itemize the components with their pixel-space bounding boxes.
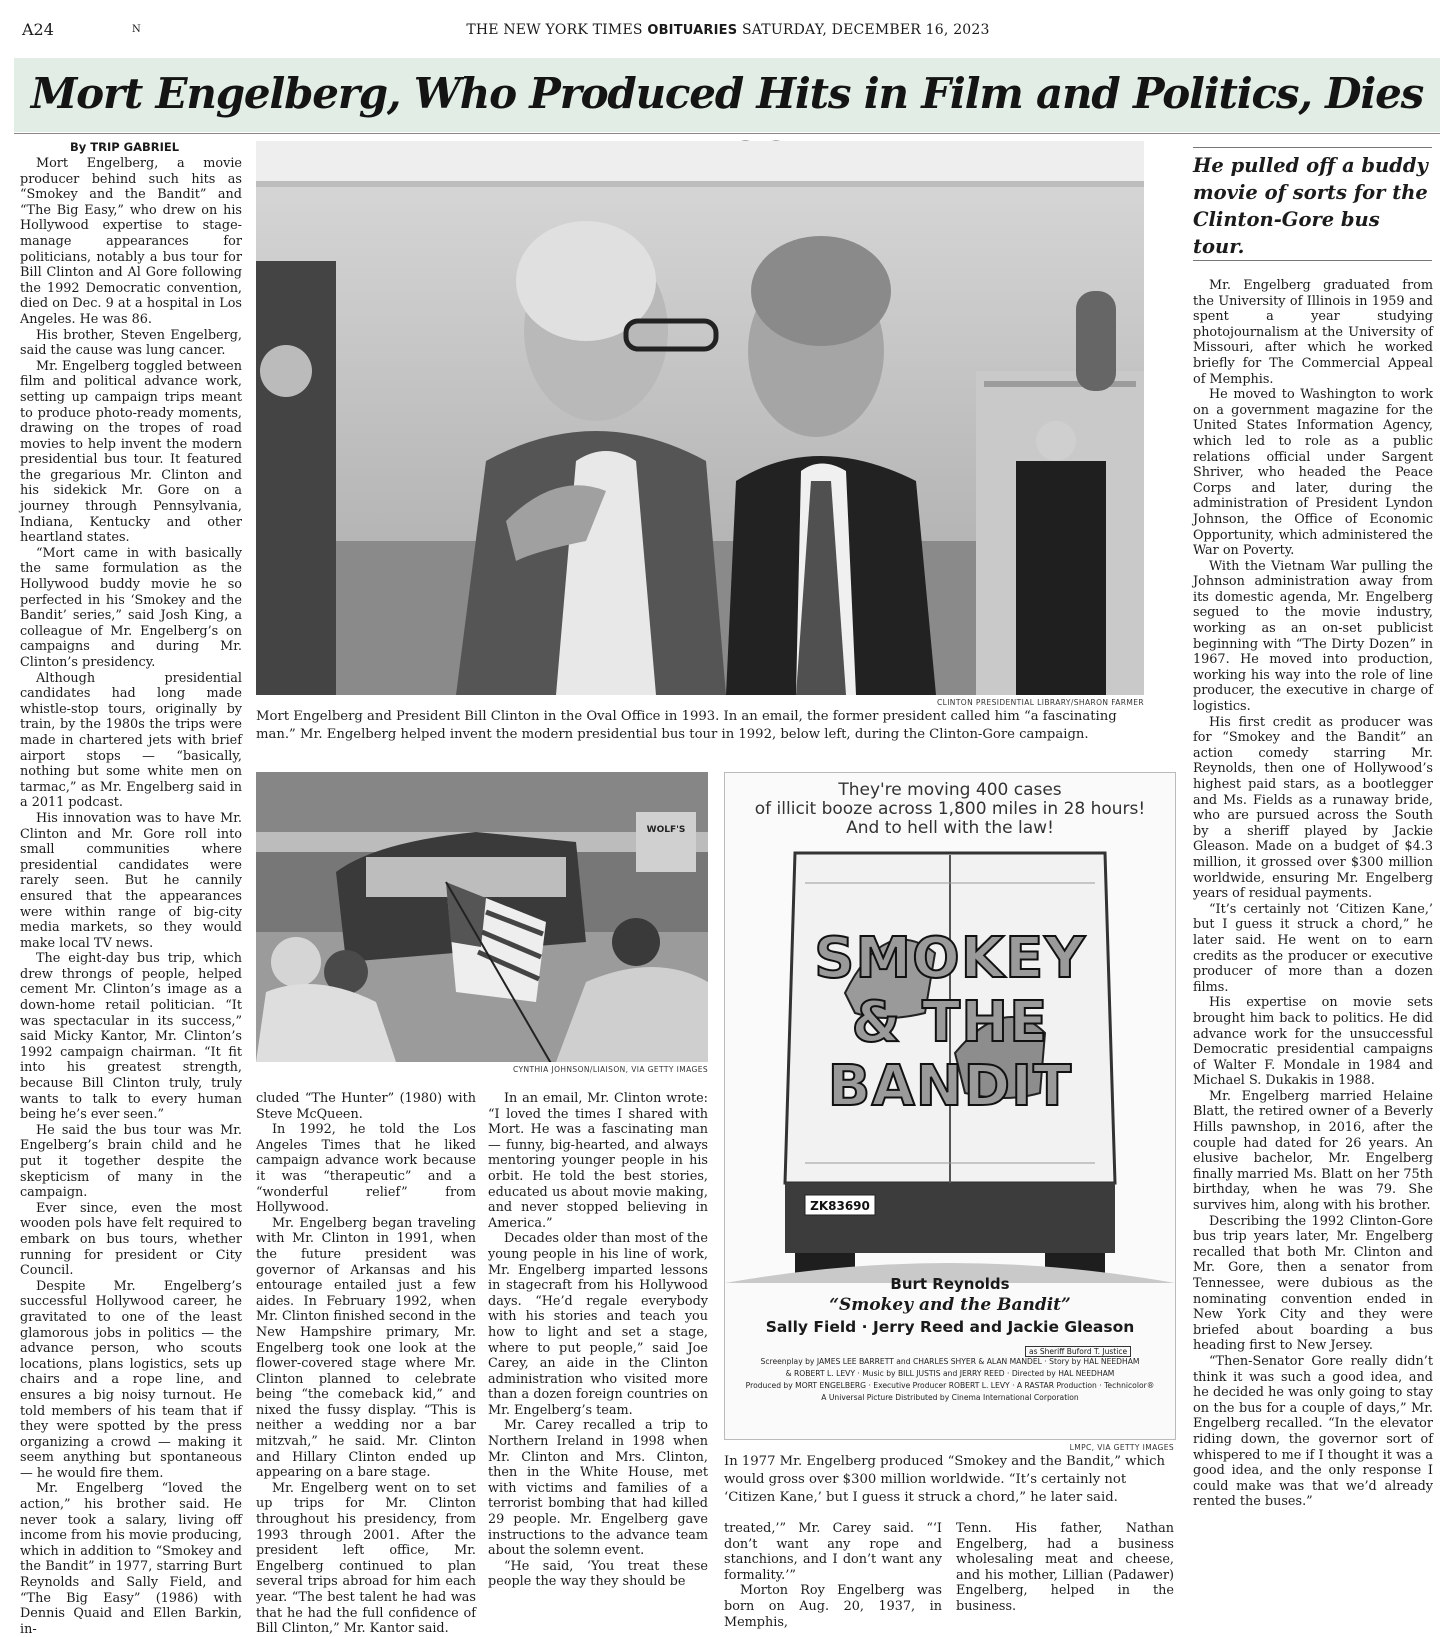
paragraph: His brother, Steven Engelberg, said the cause was lung cancer. (20, 327, 242, 359)
movie-poster (724, 772, 1176, 1440)
poster-title-3: BANDIT (827, 1054, 1073, 1119)
poster-credits-3: Produced by MORT ENGELBERG · Executive Producer ROBERT L. LEVY · A RASTAR Production · Technicolor® (745, 1381, 1155, 1390)
paragraph: In an email, Mr. Clinton wrote: “I loved the times I shared with Mort. He was a fascinating man — funny, big-hearted, and always mentoring younger people in his orbit. He told the best stories, educated us about movie making, and never stopped believing in America.” (488, 1091, 708, 1231)
poster-tagline-2: of illicit booze across 1,800 miles in 28 hours! (754, 799, 1146, 819)
paragraph: “He said, ‘You treat these people the way they should be (488, 1558, 708, 1590)
masthead (0, 22, 1456, 38)
pullquote-rule-bottom (1193, 260, 1432, 261)
edition-marker: N (132, 24, 141, 35)
headline: Mort Engelberg, Who Produced Hits in Film and Politics, Dies (30, 69, 1424, 118)
headline-rule (14, 133, 1440, 134)
poster-justice-label: as Sheriff Buford T. Justice (1025, 1346, 1131, 1357)
paragraph: Morton Roy Engelberg was born on Aug. 20, 1937, in Memphis, (724, 1583, 942, 1630)
pullquote-rule-top (1193, 147, 1432, 148)
article-column-4 (724, 1521, 942, 1630)
poster-license-plate: ZK83690 (810, 1199, 870, 1213)
paragraph: Although presidential candidates had long made whistle-stop tours, originally by train, by the 1980s the trips were made in chartered jets with brief airport stops — “basically, nothing but some white men on tarmac,” as Mr. Engelberg said in a 2011 podcast. (20, 670, 242, 811)
paragraph: Mr. Engelberg toggled between film and political advance work, setting up campaign trips meant to produce photo-ready moments, drawing on the tropes of road movies to help invent the modern presidential bus tour. It featured the gregarious Mr. Clinton and his sidekick Mr. Gore on a journey through Pennsylvania, Indiana, Kentucky and other heartland states. (20, 358, 242, 546)
paragraph: Ever since, even the most wooden pols have felt required to embark on bus tours, whether running for president or City Council. (20, 1200, 242, 1279)
bus-photo-credit: CYNTHIA JOHNSON/LIAISON, VIA GETTY IMAGES (513, 1065, 708, 1074)
main-photo (256, 141, 1144, 695)
poster-caption: In 1977 Mr. Engelberg produced “Smokey and the Bandit,” which would gross over $300 million worldwide. “It’s certainly not ‘Citizen Kane,’ but I guess it struck a chord,” he later said. (724, 1454, 1166, 1505)
poster-credits-1: Screenplay by JAMES LEE BARRETT and CHARLES SHYER & ALAN MANDEL · Story by HAL NEEDHAM (760, 1357, 1140, 1366)
pullquote: He pulled off a buddy movie of sorts for the Clinton-Gore bus tour. (1193, 154, 1428, 258)
main-photo-caption: Mort Engelberg and President Bill Clinton in the Oval Office in 1993. In an email, the former president called him “a fascinating man.” Mr. Engelberg helped invent the modern presidential bus tour in 1992, below left, during the Clinton-Gore campaign. (256, 709, 1117, 742)
poster-tagline-3: And to hell with the law! (846, 818, 1054, 838)
main-photo-credit: CLINTON PRESIDENTIAL LIBRARY/SHARON FARMER (936, 698, 1144, 707)
bus-tour-photo (256, 772, 708, 1062)
paragraph: Mr. Engelberg married Helaine Blatt, the retired owner of a Beverly Hills pawnshop, in 2016, after the couple had dated for 26 years. An elusive bachelor, Mr. Engelberg finally married Ms. Blatt on her 75th birthday, when he was 79. She survives him, along with his brother. (1193, 1088, 1433, 1214)
paragraph: Mr. Engelberg “loved the action,” his brother said. He never took a salary, living off income from his movie producing, which in addition to “Smokey and the Bandit” in 1977, starring Burt Reynolds and Sally Field, and “The Big Easy” (1986) with Dennis Quaid and Ellen Barkin, in- (20, 1481, 242, 1637)
byline: By TRIP GABRIEL (70, 140, 180, 154)
paragraph: Mort Engelberg, a movie producer behind such hits as “Smokey and the Bandit” and “The Big Easy,” who drew on his Hollywood expertise to stage-manage appearances for politicians, notably a bus tour for Bill Clinton and Al Gore following the 1992 Democratic convention, died on Dec. 9 at a hospital in Los Angeles. He was 86. (20, 156, 242, 327)
paragraph: “It’s certainly not ‘Citizen Kane,’ but I guess it struck a chord,” he later said. He went on to earn credits as the producer or executive producer of more than a dozen films. (1193, 901, 1433, 995)
poster-credits-2: & ROBERT L. LEVY · Music by BILL JUSTIS and JERRY REED · Directed by HAL NEEDHAM (785, 1369, 1115, 1378)
poster-title-2: & THE (851, 990, 1049, 1055)
paragraph: cluded “The Hunter” (1980) with Steve McQueen. (256, 1091, 476, 1122)
poster-credit: LMPC, VIA GETTY IMAGES (1069, 1443, 1174, 1452)
bus-sign-text: WOLF'S (646, 825, 686, 835)
paragraph: Mr. Engelberg began traveling with Mr. Clinton in 1991, when the future president was governor of Arkansas and his entourage entailed just a few aides. In February 1992, when Mr. Clinton finished second in the New Hampshire primary, Mr. Engelberg took one look at the flower-covered stage where Mr. Clinton planned to celebrate being “the comeback kid,” and nixed the fussy display. “This is neither a wedding nor a bar mitzvah,” he said. Mr. Clinton and Hillary Clinton ended up appearing on a bare stage. (256, 1215, 476, 1481)
article-column-3 (488, 1091, 708, 1590)
paragraph: His expertise on movie sets brought him back to politics. He did advance work for the unsuccessful Democratic presidential campaigns of Walter F. Mondale in 1984 and Michael S. Dukakis in 1988. (1193, 995, 1433, 1089)
article-column-2 (256, 1091, 476, 1637)
poster-film-title: “Smokey and the Bandit” (829, 1295, 1071, 1315)
paragraph: treated,’” Mr. Carey said. “‘I don’t want any rope and stanchions, and I don’t want any formality.’” (724, 1521, 942, 1583)
page-number: A24 (22, 20, 54, 39)
poster-title-1: SMOKEY (814, 926, 1086, 991)
paragraph: Despite Mr. Engelberg’s successful Hollywood career, he gravitated to one of the least glamorous jobs in politics — the advance person, who scouts locations, plans logistics, sets up chairs and a rope line, and ensures a big noisy turnout. He told members of his team that if they were spotted by the press organizing a crowd — making it seem anything but spontaneous — he would fire them. (20, 1278, 242, 1481)
paragraph: Decades older than most of the young people in his line of work, Mr. Engelberg imparted lessons in stagecraft from his Hollywood days. “He’d regale everybody with his stories and teach you how to light and set a stage, where to put people,” said Joe Carey, an aide in the Clinton administration who visited more than a dozen foreign countries on Mr. Engelberg’s team. (488, 1231, 708, 1418)
paragraph: He moved to Washington to work on a government magazine for the United States Information Agency, which led to role as a public relations official under Sargent Shriver, who headed the Peace Corps and later, during the administration of President Lyndon Johnson, the Office of Economic Opportunity, which administered the War on Poverty. (1193, 387, 1433, 559)
paragraph: Mr. Engelberg graduated from the University of Illinois in 1959 and spent a year studying photojournalism at the University of Missouri, after which he worked briefly for The Commercial Appeal of Memphis. (1193, 278, 1433, 387)
paragraph: His innovation was to have Mr. Clinton and Mr. Gore roll into small communities where presidential candidates were rarely seen. But he cannily ensured that the appearances were within range of big-city media markets, so they would make local TV news. (20, 810, 242, 951)
paragraph: With the Vietnam War pulling the Johnson administration away from its domestic agenda, Mr. Engelberg segued to the movie industry, working as an on-set publicist beginning with “The Dirty Dozen” in 1967. He moved into production, working his way into the role of line producer, the executive in charge of logistics. (1193, 558, 1433, 715)
paragraph: “Then-Senator Gore really didn’t think it was such a good idea, and he decided he was only going to stay on the bus for a couple of days,” Mr. Engelberg recalled. “In the elevator riding down, the governor sort of whispered to me if I thought it was a good idea, and the only response I could make was that we’d already rented the buses.” (1193, 1353, 1433, 1510)
section-name: OBITUARIES (647, 23, 738, 38)
paragraph: Mr. Carey recalled a trip to Northern Ireland in 1998 when Mr. Clinton and Mrs. Clinton, then in the White House, met with victims and families of a terrorist bombing that had killed 29 people. Mr. Engelberg gave instructions to the advance team about the solemn event. (488, 1418, 708, 1559)
poster-credits-4: A Universal Picture Distributed by Cinema International Corporation (821, 1393, 1079, 1402)
poster-star: Burt Reynolds (890, 1275, 1010, 1293)
article-column-5 (956, 1521, 1174, 1615)
paragraph: Tenn. His father, Nathan Engelberg, had a business wholesaling meat and cheese, and his mother, Lillian (Padawer) Engelberg, helped in the business. (956, 1521, 1174, 1614)
paragraph: In 1992, he told the Los Angeles Times that he liked campaign advance work because it was “therapeutic” and a “wonderful relief” from Hollywood. (256, 1122, 476, 1216)
paper-name: THE NEW YORK TIMES (466, 22, 643, 38)
poster-cast: Sally Field · Jerry Reed and Jackie Gleason (765, 1318, 1135, 1336)
paragraph: Mr. Engelberg went on to set up trips for Mr. Clinton throughout his presidency, from 1993 through 2001. After the president left office, Mr. Engelberg continued to plan several trips abroad for him each year. “The best talent he had was that he had the full confidence of Bill Clinton,” Mr. Kantor said. (256, 1480, 476, 1637)
article-column-1 (20, 156, 242, 1637)
paragraph: Describing the 1992 Clinton-Gore bus trip years later, Mr. Engelberg recalled that both Mr. Clinton and Mr. Gore, then a senator from Tennessee, were dubious as the nominating convention ended in New York City and they were briefed about boarding a bus heading first to New Jersey. (1193, 1213, 1433, 1354)
paragraph: He said the bus tour was Mr. Engelberg’s brain child and he put it together despite the skepticism of many in the campaign. (20, 1122, 242, 1201)
paragraph: The eight-day bus trip, which drew throngs of people, helped cement Mr. Clinton’s image as a down-home retail politician. “It was spectacular in its success,” said Micky Kantor, Mr. Clinton’s 1992 campaign chairman. “It fit into his greatest strength, because Bill Clinton truly, truly wants to talk to every human being he’s ever seen.” (20, 951, 242, 1123)
paragraph: His first credit as producer was for “Smokey and the Bandit” an action comedy starring Mr. Reynolds, then one of Hollywood’s highest paid stars, as a bootlegger and Ms. Fields as a runaway bride, who are pursued across the South by a sheriff played by Jackie Gleason. Made on a budget of $4.3 million, it grossed over $300 million worldwide, ensuring Mr. Engelberg years of residual payments. (1193, 714, 1433, 902)
poster-tagline-1: They're moving 400 cases (838, 780, 1062, 800)
paragraph: “Mort came in with basically the same formulation as the Hollywood buddy movie he so perfected in his ‘Smokey and the Bandit’ series,” said Josh King, a colleague of Mr. Engelberg’s on campaigns and during Mr. Clinton’s presidency. (20, 545, 242, 670)
issue-date: SATURDAY, DECEMBER 16, 2023 (741, 22, 990, 38)
article-column-6 (1193, 278, 1433, 1510)
